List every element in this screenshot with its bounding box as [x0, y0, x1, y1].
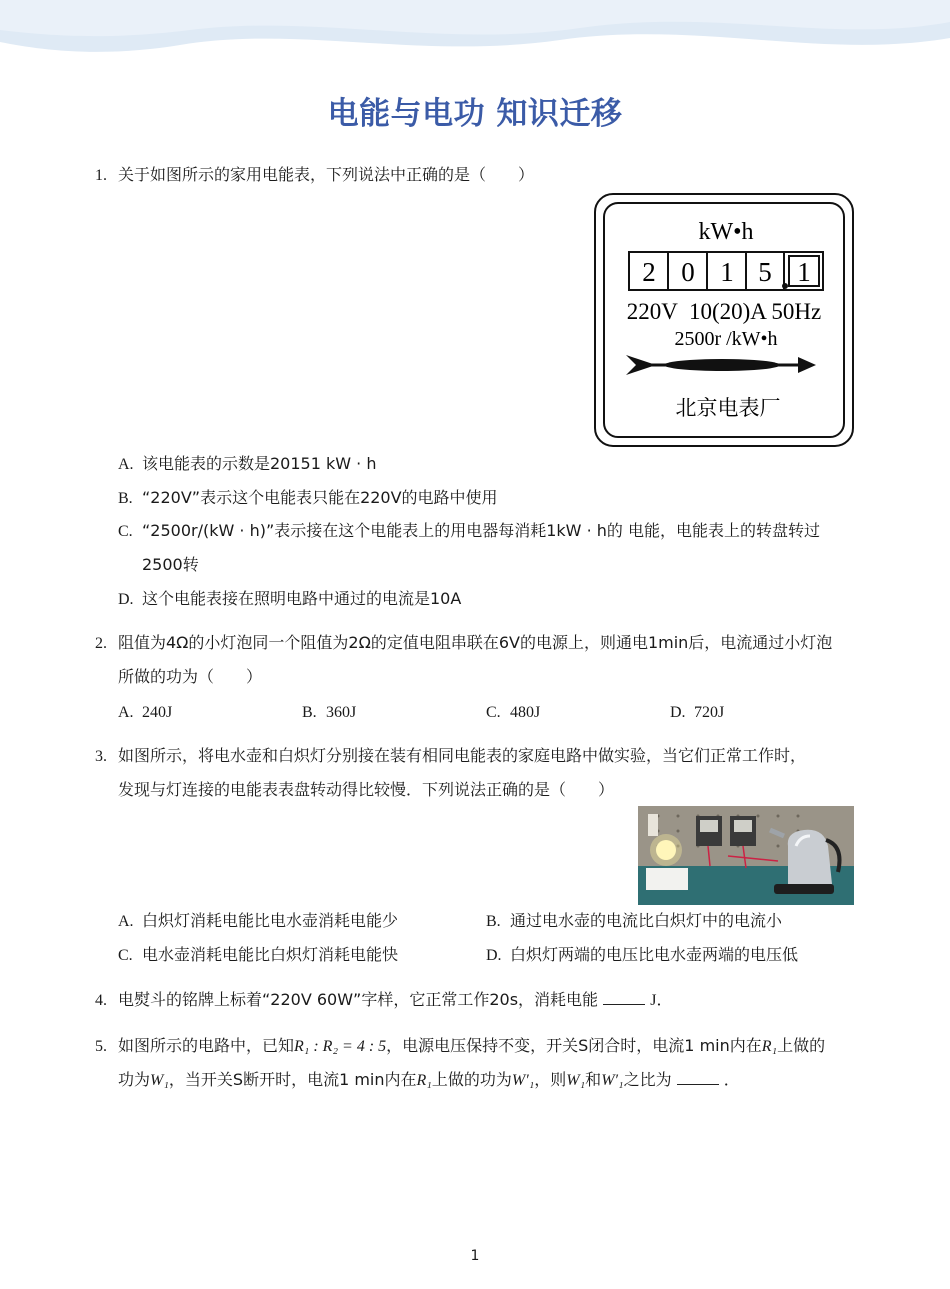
- meter-digit: 1: [720, 257, 734, 287]
- question-text: 之比为: [623, 1070, 672, 1089]
- option-text: 360J: [326, 704, 357, 721]
- question-text: ，当开关S断开时，电流1 min内在: [168, 1070, 417, 1089]
- option-label: A.: [118, 913, 134, 930]
- option-text: 该电能表的示数是20151 kW · h: [142, 454, 377, 473]
- question-5: [95, 1029, 855, 1097]
- answer-blank[interactable]: [603, 990, 645, 1005]
- option-b[interactable]: [302, 702, 356, 723]
- option-text: “220V”表示这个电能表只能在220V的电路中使用: [142, 488, 498, 507]
- option-label: C.: [486, 704, 501, 721]
- option-c[interactable]: [118, 521, 820, 542]
- question-stem-tail: J．: [650, 992, 673, 1009]
- option-label: C.: [118, 947, 133, 964]
- question-3: [95, 739, 855, 806]
- page-number: 1: [470, 1248, 480, 1264]
- option-c[interactable]: [486, 702, 540, 723]
- option-a[interactable]: [118, 702, 172, 723]
- question-4: [95, 983, 855, 1017]
- electric-meter-figure: [594, 193, 854, 447]
- r1-symbol: R₁: [761, 1038, 778, 1055]
- w1-symbol: W₁: [150, 1072, 169, 1089]
- question-text: ，电源电压保持不变，开关S闭合时，电流1 min内在: [386, 1036, 762, 1055]
- meter-revolutions-label: 2500r /kW•h: [674, 328, 778, 350]
- w1-symbol: W₁: [566, 1072, 586, 1089]
- option-label: B.: [486, 913, 501, 930]
- option-label: D.: [118, 591, 134, 608]
- option-d[interactable]: [486, 945, 798, 966]
- kettle-lamp-experiment-photo: [638, 806, 854, 905]
- option-text: 白炽灯两端的电压比电水壶两端的电压低: [510, 945, 799, 964]
- option-d[interactable]: [670, 702, 724, 723]
- question-number: 1.: [95, 167, 107, 184]
- question-text: ，则: [534, 1070, 567, 1089]
- option-text: 720J: [694, 704, 725, 721]
- meter-digit: 0: [681, 257, 695, 287]
- option-text: 480J: [510, 704, 541, 721]
- page-title: 电能与电功 知识迁移: [327, 96, 623, 132]
- option-c[interactable]: [118, 945, 398, 966]
- option-text: 电水壶消耗电能比白炽灯消耗电能快: [142, 945, 399, 964]
- question-stem: 关于如图所示的家用电能表，下列说法中正确的是（ ）: [118, 165, 535, 184]
- option-label: D.: [670, 704, 686, 721]
- option-text: 白炽灯消耗电能比电水壶消耗电能少: [142, 911, 399, 930]
- option-b[interactable]: [118, 488, 498, 509]
- option-text: 这个电能表接在照明电路中通过的电流是10A: [142, 589, 462, 608]
- option-text: “2500r/(kW · h)”表示接在这个电能表上的用电器每消耗1kW · h的 电能，电能表上的转盘转过: [142, 521, 820, 540]
- option-label: B.: [118, 490, 133, 507]
- resistance-ratio: R₁ : R₂ = 4 : 5: [294, 1038, 387, 1055]
- option-label: A.: [118, 456, 134, 473]
- w1-prime-symbol: W′₁: [511, 1072, 535, 1089]
- r1-symbol: R₁: [416, 1072, 432, 1089]
- option-label: D.: [486, 947, 502, 964]
- option-b[interactable]: [486, 911, 782, 932]
- question-text: 如图所示的电路中，已知: [118, 1036, 295, 1055]
- meter-specs-label: 220V 10(20)A 50Hz: [626, 299, 822, 324]
- question-text: 和: [585, 1070, 602, 1089]
- option-a[interactable]: [118, 454, 376, 475]
- question-stem-line: 所做的功为（ ）: [118, 667, 263, 686]
- question-text: ．: [723, 1070, 740, 1089]
- header-wave-banner: [0, 0, 950, 70]
- option-a[interactable]: [118, 911, 398, 932]
- answer-blank[interactable]: [677, 1070, 719, 1085]
- option-text: 240J: [142, 704, 173, 721]
- question-number: 5.: [95, 1038, 107, 1055]
- meter-digit: 5: [758, 257, 772, 287]
- question-stem-line: 阻值为4Ω的小灯泡同一个阻值为2Ω的定值电阻串联在6V的电源上，则通电1min后，电流通过小灯泡: [118, 633, 833, 652]
- question-2: [95, 626, 855, 693]
- question-text: 上做的: [777, 1036, 826, 1055]
- question-text: 上做的功为: [431, 1070, 512, 1089]
- meter-manufacturer-label: 北京电表厂: [675, 396, 781, 420]
- option-label: C.: [118, 523, 133, 540]
- option-label: A.: [118, 704, 134, 721]
- question-stem-line: 如图所示，将电水壶和白炽灯分别接在装有相同电能表的家庭电路中做实验，当它们正常工作时，: [118, 746, 807, 765]
- question-stem: 电熨斗的铭牌上标着“220V 60W”字样，它正常工作20s，消耗电能: [118, 990, 599, 1009]
- question-number: 4.: [95, 992, 107, 1009]
- option-d[interactable]: [118, 589, 461, 610]
- option-c-continuation: 2500转: [142, 555, 199, 574]
- option-text: 通过电水壶的电流比白炽灯中的电流小: [510, 911, 783, 930]
- question-number: 2.: [95, 635, 107, 652]
- question-text: 功为: [118, 1070, 151, 1089]
- option-label: B.: [302, 704, 317, 721]
- question-number: 3.: [95, 748, 107, 765]
- meter-digit: 2: [642, 257, 656, 287]
- meter-unit-label: kW•h: [698, 219, 754, 245]
- question-1: [95, 158, 855, 192]
- question-stem-line: 发现与灯连接的电能表表盘转动得比较慢．下列说法正确的是（ ）: [118, 780, 615, 799]
- meter-digit: 1: [797, 257, 811, 287]
- w1-prime-symbol: W′₁: [601, 1072, 624, 1089]
